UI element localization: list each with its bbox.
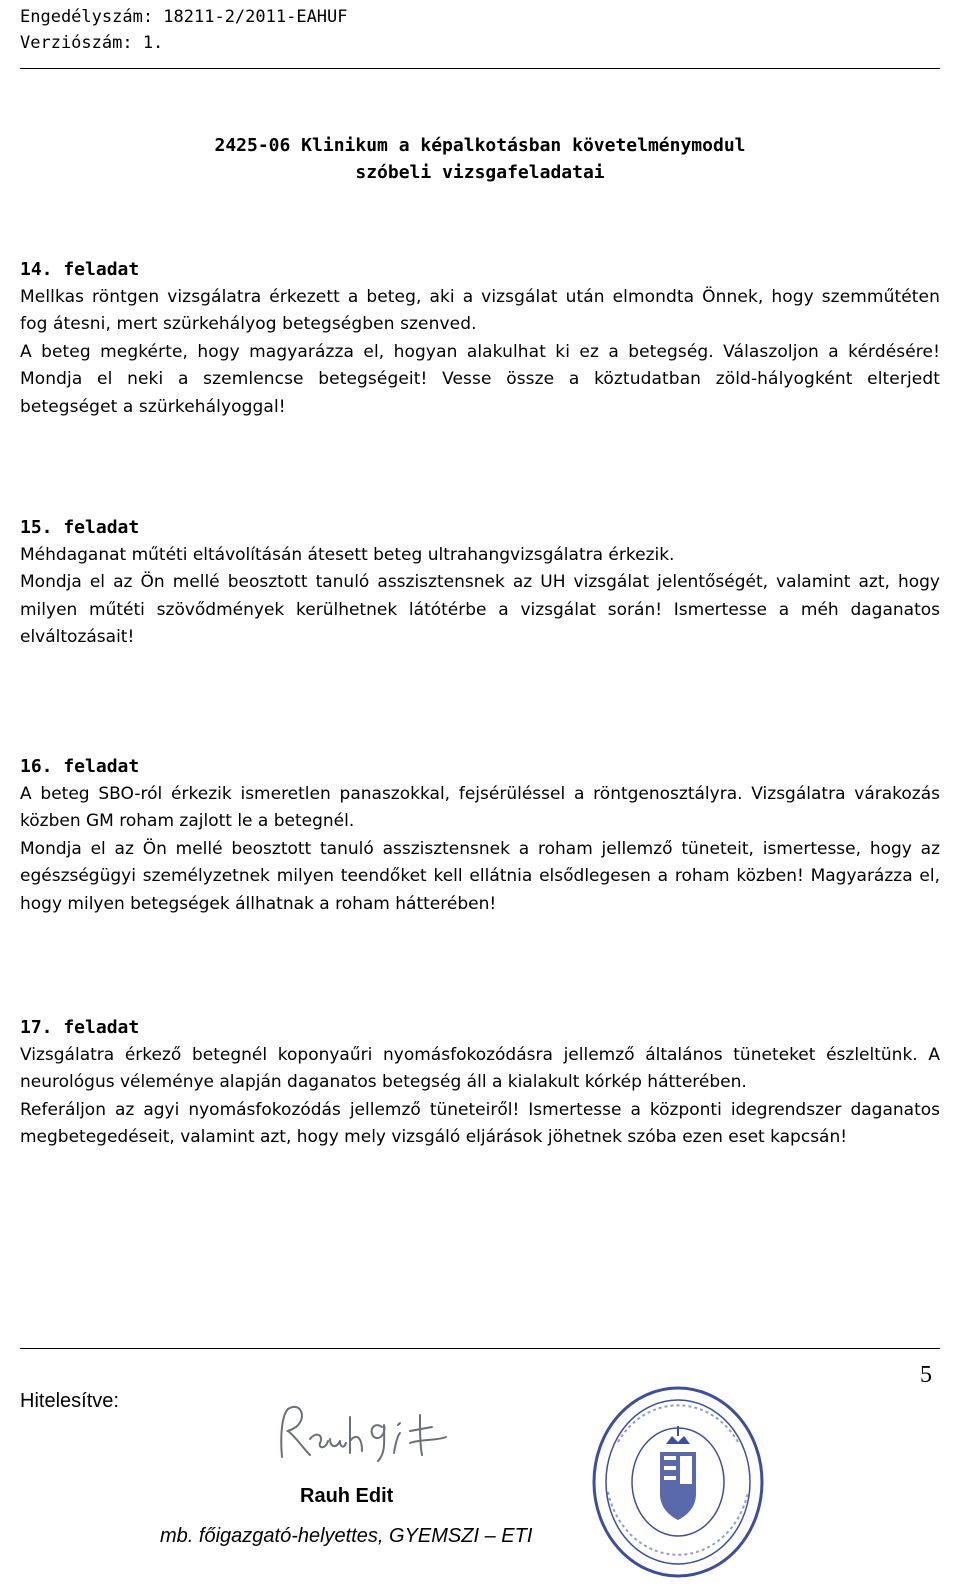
task-paragraph: A beteg megkérte, hogy magyarázza el, hogyan alakulhat ki ez a betegség. Válaszoljon a kérdésére! Mondja el neki a szemlencse betegségeit! Vesse össze a köztudatban zöld-hályogként elterjedt betegséget a szürkehályoggal! bbox=[20, 341, 940, 417]
footer-divider bbox=[20, 1348, 940, 1349]
task-paragraph: Vizsgálatra érkező betegnél koponyaűri nyomásfokozódásra jellemző általános tüneteket észleltünk. A neurológus véleménye alapján daganatos betegség áll a kialakult kórkép hátterében. bbox=[20, 1044, 940, 1092]
task-paragraph: A beteg SBO-ról érkezik ismeretlen panaszokkal, fejsérüléssel a röntgenosztályra. Vizsgálatra várakozás közben GM roham zajlott le a betegnél. bbox=[20, 783, 940, 831]
signer-role: mb. főigazgató-helyettes, GYEMSZI – ETI bbox=[160, 1525, 533, 1547]
task-heading: 14. feladat bbox=[20, 259, 140, 280]
task-14 bbox=[20, 256, 940, 421]
license-number: Engedélyszám: 18211-2/2011-EAHUF bbox=[20, 7, 348, 27]
document-title bbox=[20, 132, 940, 186]
document-header bbox=[20, 4, 348, 56]
version-number: Verziószám: 1. bbox=[20, 33, 164, 53]
handwritten-signature bbox=[270, 1395, 470, 1475]
task-paragraph: Méhdaganat műtéti eltávolításán átesett beteg ultrahangvizsgálatra érkezik. bbox=[20, 544, 675, 565]
official-seal bbox=[588, 1382, 768, 1582]
title-line-1: 2425-06 Klinikum a képalkotásban követelménymodul bbox=[214, 135, 746, 156]
task-17 bbox=[20, 1014, 940, 1152]
task-paragraph: Mondja el az Ön mellé beosztott tanuló asszisztensnek az UH vizsgálat jelentőségét, valamint azt, hogy milyen műtéti szövődmények kerülhetnek látótérbe a vizsgálat során! Ismertesse a méh daganatos elváltozásait! bbox=[20, 572, 940, 647]
certified-label: Hitelesítve: bbox=[20, 1390, 119, 1412]
task-heading: 16. feladat bbox=[20, 756, 140, 777]
task-paragraph: Mellkas röntgen vizsgálatra érkezett a beteg, aki a vizsgálat után elmondta Önnek, hogy szemműtéten fog átesni, mert szürkehályog betegségben szenved. bbox=[20, 286, 940, 334]
task-16 bbox=[20, 753, 940, 918]
task-paragraph: Mondja el az Ön mellé beosztott tanuló asszisztensnek a roham jellemző tüneteit, ismertesse, hogy az egészségügyi személyzetnek milyen teendőket kell ellátnia elsődlegesen a roham közben! Magyarázza el, hogy milyen betegségek állhatnak a roham hátterében! bbox=[20, 838, 940, 914]
task-paragraph: Referáljon az agyi nyomásfokozódás jellemző tüneteiről! Ismertesse a központi idegrendszer daganatos megbetegedéseit, valamint azt, hogy mely vizsgáló eljárások jöhetnek szóba ezen eset kapcsán! bbox=[20, 1099, 940, 1147]
header-divider bbox=[20, 68, 940, 69]
page-number: 5 bbox=[920, 1362, 932, 1388]
title-line-2: szóbeli vizsgafeladatai bbox=[355, 162, 605, 183]
task-15 bbox=[20, 514, 940, 652]
signer-name: Rauh Edit bbox=[300, 1485, 394, 1507]
task-heading: 17. feladat bbox=[20, 1017, 140, 1038]
task-heading: 15. feladat bbox=[20, 517, 140, 538]
